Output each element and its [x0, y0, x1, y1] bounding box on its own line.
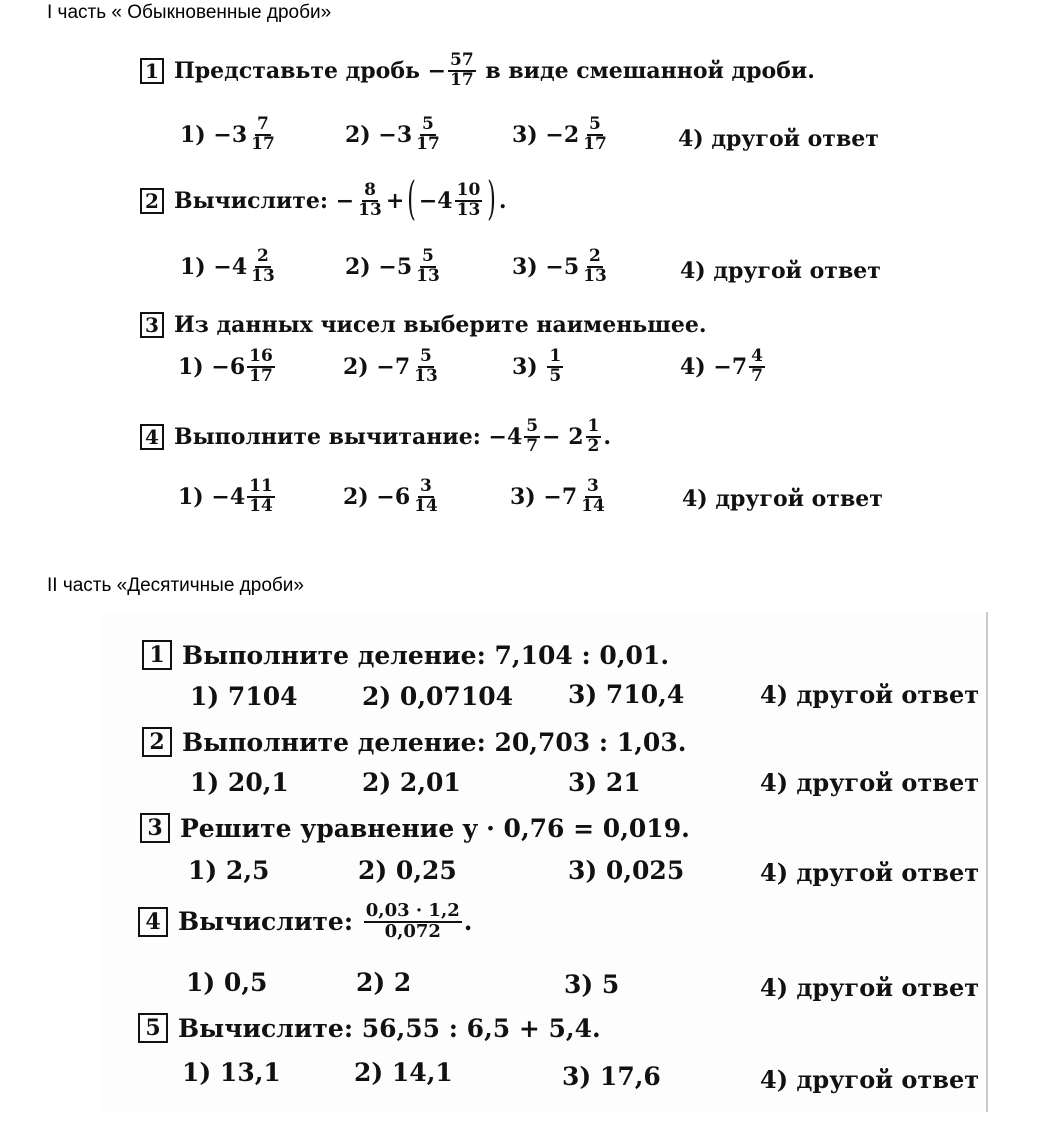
question-number: 3 [140, 813, 170, 843]
p2-q2-answer-4: 4) другой ответ [760, 768, 980, 797]
denominator: 17 [583, 133, 607, 154]
p2-q2-answer-1: 1) 20,1 [190, 768, 289, 797]
answer-whole: −7 [376, 353, 411, 380]
whole: 2 [568, 423, 584, 450]
answer-whole: −6 [376, 483, 411, 510]
answer-whole: −4 [213, 253, 248, 280]
numerator: 3 [587, 476, 599, 496]
answer-whole: −3 [213, 121, 248, 148]
question-text: Выполните вычитание: [174, 423, 481, 450]
answer-fraction [249, 116, 277, 154]
p2-q4-answer-2: 2) 2 [356, 968, 412, 997]
p1-q3-answer-2 [343, 348, 442, 386]
question-number: 4 [140, 424, 164, 450]
answer-whole: −7 [713, 353, 748, 380]
question-number: 1 [142, 640, 172, 670]
plus: + [385, 187, 405, 214]
p1-q4-answer-3 [510, 478, 609, 516]
p2-q4-answer-4: 4) другой ответ [760, 973, 980, 1002]
question-number: 4 [138, 907, 168, 937]
p1-question-1 [140, 52, 815, 90]
p2-q2-answer-3: 3) 21 [568, 768, 641, 797]
answer-label: 2) [345, 253, 371, 280]
p1-q2-answer-4: 4) другой ответ [680, 258, 881, 284]
left-paren: ( [407, 174, 416, 228]
question-text: Вычислите: 56,55 : 6,5 + 5,4. [178, 1013, 601, 1043]
answer-label: 2) [345, 121, 371, 148]
p2-q3-answer-1: 1) 2,5 [188, 856, 270, 885]
numerator: 5 [589, 114, 601, 134]
p1-question-4: 4 Выполните вычитание: −4 $\frac{5}{7}$ − 2 $\frac{1}{2}$ . [140, 418, 611, 456]
question-text: Решите уравнение y · 0,76 = 0,019. [180, 813, 690, 843]
numerator: 0,03 · 1,2 [365, 900, 460, 921]
denominator: 13 [358, 199, 382, 220]
p2-q1-answer-1: 1) 7104 [190, 682, 298, 711]
answer-fraction [249, 248, 277, 286]
part1-title: I часть « Обыкновенные дроби» [47, 2, 332, 23]
p2-question-1 [142, 640, 669, 670]
minus: − [542, 423, 561, 450]
numerator: 8 [364, 180, 376, 200]
p2-q5-answer-3: 3) 17,6 [562, 1062, 661, 1091]
right-paren: ) [487, 174, 496, 228]
p1-q1-answer-3 [512, 116, 611, 154]
p1-q2-answer-1 [180, 248, 279, 286]
p1-q1-answer-2 [345, 116, 444, 154]
numerator: 2 [589, 246, 601, 266]
answer-whole: −5 [378, 253, 413, 280]
denominator: 13 [583, 265, 607, 286]
p2-q1-answer-2: 2) 0,07104 [362, 682, 514, 711]
fraction [524, 418, 540, 456]
answer-label: 2) [343, 483, 369, 510]
p1-q1-answer-4: 4) другой ответ [678, 126, 879, 152]
answer-fraction [579, 478, 607, 516]
numerator: 16 [249, 346, 273, 366]
numerator: 1 [587, 416, 600, 436]
denominator: 17 [416, 133, 440, 154]
whole: −4 [488, 423, 523, 450]
answer-label: 2) [343, 353, 369, 380]
answer-label: 3) [510, 483, 536, 510]
fraction [448, 52, 476, 90]
numerator: 4 [751, 346, 763, 366]
p1-question-3 [140, 312, 707, 338]
answer-label: 1) [178, 483, 204, 510]
numerator: 2 [257, 246, 269, 266]
answer-fraction [247, 478, 275, 516]
question-number: 2 [140, 188, 164, 214]
p1-q3-answer-1 [178, 348, 277, 386]
denominator: 5 [549, 365, 562, 386]
p2-question-2 [142, 727, 686, 757]
denominator: 13 [456, 199, 481, 220]
answer-whole: −7 [543, 483, 578, 510]
p1-q3-answer-4 [680, 348, 767, 386]
denominator: 2 [587, 435, 600, 456]
question-text: Вычислите: [174, 187, 329, 214]
p1-q3-answer-3 [512, 348, 565, 386]
answer-whole: −4 [211, 483, 246, 510]
answer-whole: −5 [545, 253, 580, 280]
answer-fraction [414, 116, 442, 154]
numerator: 10 [456, 180, 481, 200]
answer-label: 1) [180, 121, 206, 148]
numerator: 57 [450, 50, 474, 70]
p1-q2-answer-2 [345, 248, 444, 286]
numerator: 11 [249, 476, 273, 496]
p2-question-5 [138, 1013, 601, 1043]
p1-question-2: 2 Вычислите: − $\frac{8}{13}$ + ( −4 $\frac{10}{13}$ ) . [140, 182, 507, 220]
question-text: Вычислите: [178, 907, 354, 937]
p1-q1-answer-1 [180, 116, 279, 154]
answer-fraction [749, 348, 765, 386]
answer-whole: −2 [545, 121, 580, 148]
p2-question-4: 4 Вычислите: $\frac{0,03 \cdot 1,2}{0,072}$ . [138, 902, 472, 942]
p2-q1-answer-3: 3) 710,4 [568, 680, 685, 709]
denominator: 7 [526, 435, 539, 456]
p2-q4-answer-3: 3) 5 [564, 970, 620, 999]
numerator: 5 [526, 416, 539, 436]
numerator: 3 [420, 476, 432, 496]
question-text: Из данных чисел выберите наименьшее. [174, 312, 707, 338]
part2-title: II часть «Десятичные дроби» [47, 575, 304, 596]
answer-fraction [247, 348, 275, 386]
numerator: 5 [422, 246, 434, 266]
answer-fraction [412, 348, 440, 386]
p2-q5-answer-4: 4) другой ответ [760, 1065, 980, 1094]
denominator: 14 [414, 495, 438, 516]
denominator: 14 [249, 495, 273, 516]
denominator: 14 [581, 495, 605, 516]
question-text-2: в виде смешанной дроби. [485, 57, 815, 84]
answer-label: 3) [512, 253, 538, 280]
numerator: 1 [549, 346, 562, 366]
answer-fraction [581, 248, 609, 286]
question-number: 5 [138, 1013, 168, 1043]
answer-fraction [547, 348, 563, 386]
p1-q2-answer-3 [512, 248, 611, 286]
denominator: 13 [414, 365, 438, 386]
fraction [364, 902, 462, 942]
p2-q1-answer-4: 4) другой ответ [760, 680, 980, 709]
question-number: 3 [140, 312, 164, 338]
answer-label: 3) [512, 353, 538, 380]
answer-fraction [414, 248, 442, 286]
denominator: 17 [450, 69, 474, 90]
denominator: 0,072 [384, 920, 441, 942]
p2-q3-answer-3: 3) 0,025 [568, 856, 685, 885]
denominator: 13 [251, 265, 275, 286]
p1-q4-answer-1 [178, 478, 277, 516]
answer-label: 1) [178, 353, 204, 380]
question-number: 2 [142, 727, 172, 757]
answer-fraction [581, 116, 609, 154]
p2-q2-answer-2: 2) 2,01 [362, 768, 461, 797]
denominator: 7 [751, 365, 763, 386]
p1-q4-answer-2 [343, 478, 442, 516]
p2-q3-answer-4: 4) другой ответ [760, 858, 980, 887]
answer-label: 3) [512, 121, 538, 148]
question-number: 1 [140, 58, 164, 84]
p2-q3-answer-2: 2) 0,25 [358, 856, 457, 885]
fraction [356, 182, 384, 220]
p2-q5-answer-2: 2) 14,1 [354, 1058, 453, 1087]
denominator: 17 [249, 365, 273, 386]
sign: − [335, 187, 355, 214]
denominator: 13 [416, 265, 440, 286]
numerator: 7 [257, 114, 269, 134]
question-text: Выполните деление: 7,104 : 0,01. [182, 640, 670, 670]
whole: −4 [418, 187, 453, 214]
p2-q4-answer-1: 1) 0,5 [186, 968, 268, 997]
p2-q5-answer-1: 1) 13,1 [182, 1058, 281, 1087]
p1-q4-answer-4: 4) другой ответ [682, 486, 883, 512]
answer-label: 1) [180, 253, 206, 280]
numerator: 5 [420, 346, 432, 366]
sign: − [427, 57, 447, 84]
answer-whole: −6 [211, 353, 246, 380]
p2-question-3 [140, 813, 690, 843]
question-text: Представьте дробь [174, 57, 420, 84]
answer-label: 4) [680, 353, 706, 380]
fraction [586, 418, 602, 456]
answer-fraction [412, 478, 440, 516]
answer-whole: −3 [378, 121, 413, 148]
part1-scan [0, 0, 1050, 560]
question-text: Выполните деление: 20,703 : 1,03. [182, 727, 687, 757]
numerator: 5 [422, 114, 434, 134]
denominator: 17 [251, 133, 275, 154]
fraction [455, 182, 483, 220]
